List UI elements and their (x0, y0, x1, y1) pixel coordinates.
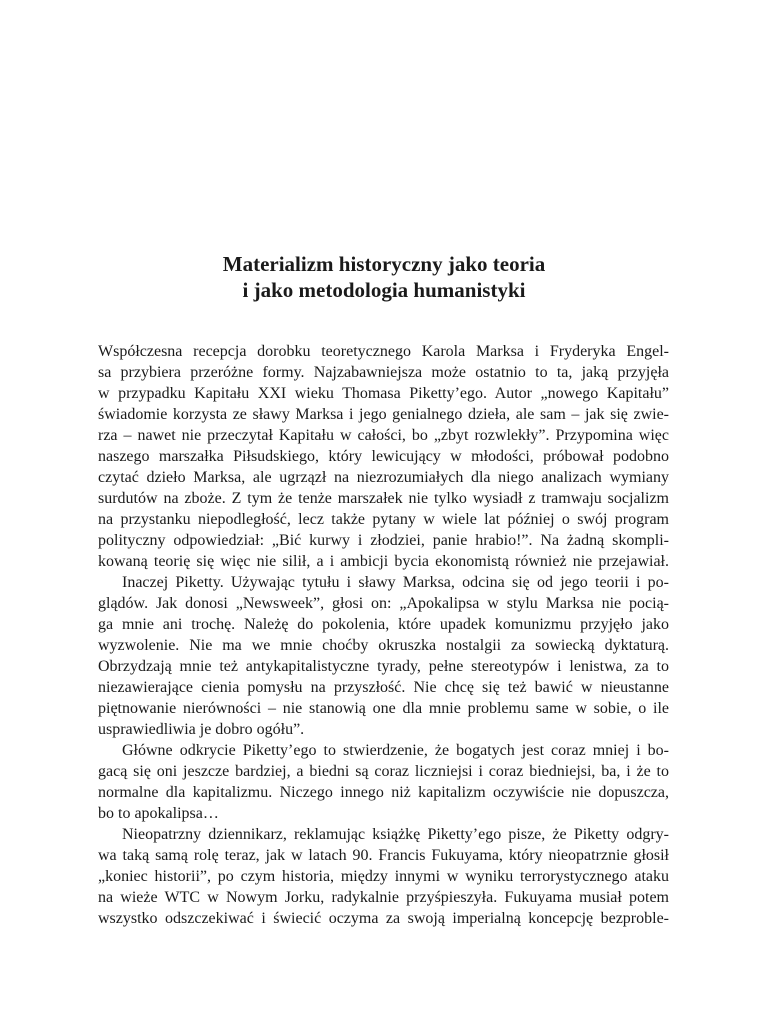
text-line: Główne odkrycie Piketty’ego to stwierdzenie, że bogatych jest coraz mniej i bo- (122, 742, 669, 759)
text-line: surdutów na zboże. Z tym że tenże marszałek nie tylko wysiadł z tramwaju socjalizm (98, 490, 669, 507)
text-line: normalne dla kapitalizmu. Niczego innego niż kapitalizm oczywiście nie dopuszcza, (98, 784, 669, 801)
text-line: na przystanku niepodległość, lecz także pytany w wiele lat później o swój program (98, 511, 669, 528)
page-title-line-1: Materializm historyczny jako teoria (222, 252, 546, 276)
text-line: wyzwolenie. Nie ma we mnie choćby okruszka nostalgii za sowiecką dyktaturą. (98, 637, 669, 654)
text-line: niezawierające cienia pomysłu na przyszłość. Nie chcę się też bawić w nieustanne (98, 679, 669, 696)
text-line: Inaczej Piketty. Używając tytułu i sławy Marksa, odcina się od jego teorii i po- (122, 574, 669, 591)
text-line: świadomie korzysta ze sławy Marksa i jego genialnego dzieła, ale sam – jak się zwie- (98, 406, 669, 423)
paragraph (98, 572, 669, 740)
page-title-line-2: i jako metodologia humanistyki (242, 278, 526, 302)
text-line: ga mnie ani trochę. Należę do pokolenia, które upadek komunizmu przyjęło jako (98, 616, 669, 633)
text-line: piętnowanie nierówności – nie stanowią one dla mnie problemu same w sobie, o ile (98, 700, 669, 717)
text-line: „koniec historii”, po czym historia, między innymi w wyniku terrorystycznego ataku (98, 868, 669, 885)
page-title (0, 251, 768, 303)
text-line: w przypadku Kapitału XXI wieku Thomasa Piketty’ego. Autor „nowego Kapitału” (98, 385, 669, 402)
text-line: kowaną teorię się więc nie silił, a i ambicji bycia ekonomistą również nie przejawiał. (98, 553, 669, 570)
text-line: Obrzydzają mnie też antykapitalistyczne tyrady, pełne stereotypów i lenistwa, za to (98, 658, 669, 675)
text-line: polityczny odpowiedział: „Bić kurwy i złodziei, panie hrabio!”. Na żadną skompli- (98, 532, 669, 549)
text-line: sa przybiera przeróżne formy. Najzabawniejsza może ostatnio to ta, jaką przyjęła (98, 364, 669, 381)
text-line: usprawiedliwia je dobro ogółu”. (98, 721, 305, 738)
text-line: naszego marszałka Piłsudskiego, który lewicujący w młodości, próbował podobno (98, 448, 669, 465)
text-line: rza – nawet nie przeczytał Kapitału w całości, bo „zbyt rozwlekły”. Przypomina więc (98, 427, 669, 444)
text-line: bo to apokalipsa… (98, 805, 219, 822)
text-line: Współczesna recepcja dorobku teoretycznego Karola Marksa i Fryderyka Engel- (98, 343, 669, 360)
paragraph (98, 341, 669, 572)
text-line: gacą się oni jeszcze bardziej, a biedni są coraz liczniejsi i coraz biedniejsi, ba, i że to (98, 763, 669, 780)
text-line: wszystko odszczekiwać i świecić oczyma za swoją imperialną koncepcję bezproble- (98, 910, 669, 927)
text-line: Nieopatrzny dziennikarz, reklamując książkę Piketty’ego pisze, że Piketty odgry- (122, 826, 669, 843)
body-text (98, 341, 669, 929)
text-line: wa taką samą rolę teraz, jak w latach 90. Francis Fukuyama, który nieopatrznie głosił (98, 847, 669, 864)
paragraph (98, 824, 669, 929)
paragraph (98, 740, 669, 824)
text-line: czytać dzieło Marksa, ale ugrzązł na niezrozumiałych dla niego analizach wymiany (98, 469, 669, 486)
text-line: na wieże WTC w Nowym Jorku, radykalnie przyśpieszyła. Fukuyama musiał potem (98, 889, 669, 906)
text-line: glądów. Jak donosi „Newsweek”, głosi on: „Apokalipsa w stylu Marksa nie pocią- (98, 595, 669, 612)
